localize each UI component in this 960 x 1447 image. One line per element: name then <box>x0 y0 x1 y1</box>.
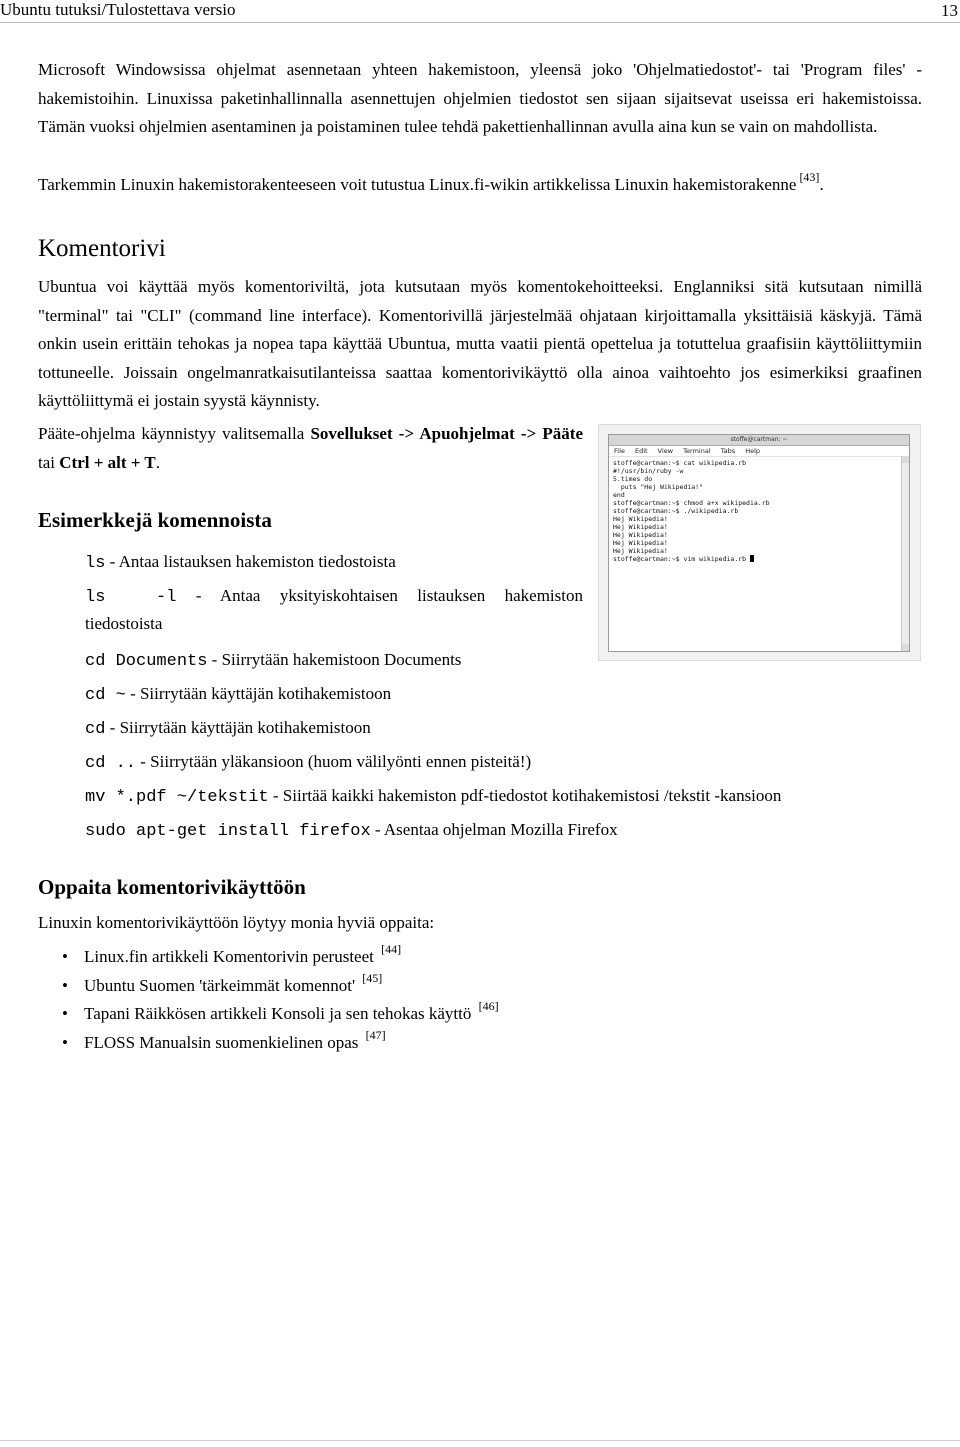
guide-link[interactable]: Ubuntu Suomen 'tärkeimmät komennot' <box>84 975 356 995</box>
running-header <box>0 0 960 23</box>
bullet-icon: • <box>62 975 68 995</box>
example-cd-tilde <box>85 680 391 710</box>
terminal-menu-tabs: Tabs <box>720 447 736 455</box>
example-ls-l-continuation: tiedostoista <box>85 614 163 633</box>
example-description: - Asentaa ohjelman Mozilla Firefox <box>370 820 618 839</box>
example-description: - Antaa listauksen hakemiston tiedostoista <box>105 552 396 571</box>
footer-divider <box>0 1440 960 1441</box>
example-command: cd ~ <box>85 686 126 705</box>
launch-text-a: Pääte-ohjelma käynnistyy valitsemalla <box>38 424 311 443</box>
example-command: sudo apt-get install firefox <box>85 822 371 841</box>
example-apt-get <box>85 816 618 846</box>
terminal-menu-terminal: Terminal <box>683 447 711 455</box>
footnote-ref[interactable]: [46] <box>478 999 499 1013</box>
example-command: cd Documents <box>85 652 208 671</box>
example-command: cd .. <box>85 754 137 773</box>
launch-shortcut: Ctrl + alt + T <box>59 452 156 472</box>
scroll-up-arrow-icon <box>902 456 909 463</box>
launch-text-c: tai <box>38 452 60 472</box>
footnote-ref[interactable]: [47] <box>365 1027 386 1042</box>
bullet-icon: • <box>62 947 68 966</box>
bullet-icon: • <box>62 1004 68 1023</box>
guide-link[interactable]: FLOSS Manualsin suomenkielinen opas <box>84 1032 359 1052</box>
terminal-line: Hej Wikipedia! <box>613 547 668 555</box>
terminal-line: stoffe@cartman:~$ chmod a+x wikipedia.rb <box>613 499 770 507</box>
list-item <box>62 943 499 972</box>
scroll-down-arrow-icon <box>902 644 909 651</box>
footnote-ref[interactable]: [45] <box>362 970 383 985</box>
example-cd <box>85 714 371 744</box>
launch-menu-path: Sovellukset -> Apuohjelmat -> Pääte <box>310 424 583 443</box>
heading-esimerkkeja: Esimerkkejä komennoista <box>38 508 272 532</box>
list-item <box>62 1000 499 1029</box>
example-description: - Siirrytään hakemistoon Documents <box>207 650 462 669</box>
terminal-launch-paragraph <box>38 420 583 477</box>
header-title: Ubuntu tutuksi/Tulostettava versio <box>0 0 236 19</box>
terminal-last-line <box>613 555 905 563</box>
example-command: ls <box>85 554 106 573</box>
terminal-output <box>609 457 909 565</box>
terminal-line: Hej Wikipedia! <box>613 531 668 539</box>
example-ls <box>85 548 396 578</box>
example-command: cd <box>85 720 106 739</box>
oppaita-intro: Linuxin komentorivikäyttöön löytyy monia hyviä oppaita: <box>38 913 435 932</box>
launch-text-e: . <box>155 452 160 472</box>
example-description: - Siirrytään yläkansioon (huom välilyönti ennen pisteitä!) <box>136 752 532 771</box>
heading-oppaita: Oppaita komentorivikäyttöön <box>38 875 306 899</box>
example-description: - Antaa yksityiskohtaisen listauksen hakemiston <box>176 586 583 605</box>
footnote-ref-43[interactable]: [43] <box>799 170 820 184</box>
terminal-menu-file: File <box>614 447 625 455</box>
example-description: - Siirrytään käyttäjän kotihakemistoon <box>125 684 392 703</box>
terminal-line: end <box>613 491 625 499</box>
terminal-line: Hej Wikipedia! <box>613 523 668 531</box>
terminal-line: 5.times do <box>613 475 653 483</box>
terminal-window <box>608 434 910 652</box>
terminal-menu-view: View <box>657 447 674 455</box>
terminal-scrollbar <box>901 456 909 651</box>
guides-list <box>62 943 499 1057</box>
intro-paragraph-2-text: Tarkemmin Linuxin hakemistorakenteeseen voit tutustua Linux.fi-wikin artikkelissa Linuxin hakemistorakenne <box>38 175 797 194</box>
list-item <box>62 1029 499 1058</box>
bullet-icon: • <box>62 1032 68 1052</box>
terminal-line: stoffe@cartman:~$ ./wikipedia.rb <box>613 507 739 515</box>
intro-paragraph-2-end: . <box>819 175 824 194</box>
terminal-titlebar: stoffe@cartman: ~ <box>609 435 909 446</box>
terminal-screenshot-figure <box>598 424 921 661</box>
footnote-ref[interactable]: [44] <box>381 942 402 956</box>
example-description: - Siirtää kaikki hakemiston pdf-tiedostot kotihakemistosi /tekstit -kansioon <box>268 786 782 805</box>
page-number: 13 <box>941 1 958 20</box>
intro-paragraph-1: Microsoft Windowsissa ohjelmat asennetaan yhteen hakemistoon, yleensä joko 'Ohjelmatiedostot'- tai 'Program files' -hakemistoihin. Linuxissa paketinhallinnalla asennettujen ohjelmien tiedostot sen sijaan sijaitsevat useissa eri hakemistoissa. Tämän vuoksi ohjelmien asentaminen ja poistaminen tulee tehdä pakettienhallinnan avulla aina kun se vain on mahdollista. <box>38 60 922 136</box>
list-item <box>62 972 499 1001</box>
terminal-line: stoffe@cartman:~$ cat wikipedia.rb <box>613 459 747 467</box>
terminal-cursor-icon <box>750 555 754 562</box>
terminal-line: Hej Wikipedia! <box>613 515 668 523</box>
heading-komentorivi: Komentorivi <box>38 235 166 262</box>
terminal-menu-help: Help <box>745 447 761 455</box>
terminal-prompt-line: stoffe@cartman:~$ vim wikipedia.rb <box>613 555 747 563</box>
example-cd-parent <box>85 748 531 778</box>
terminal-line: Hej Wikipedia! <box>613 539 668 547</box>
example-cd-documents <box>85 646 461 676</box>
example-mv <box>85 782 781 812</box>
guide-link[interactable]: Tapani Räikkösen artikkeli Konsoli ja sen tehokas käyttö <box>84 1004 472 1023</box>
example-description: - Siirrytään käyttäjän kotihakemistoon <box>105 718 371 737</box>
example-ls-l <box>85 582 583 612</box>
terminal-menubar <box>609 446 909 457</box>
komentorivi-paragraph: Ubuntua voi käyttää myös komentoriviltä, jota kutsutaan myös komentokehoitteeksi. Englanniksi sitä kutsutaan nimillä "terminal" tai "CLI" (command line interface). Komentorivillä järjestelmää ohjataan kirjoittamalla yksittäisiä käskyjä. Tämä onkin usein erittäin tehokas ja nopea tapa käyttää Ubuntua, mutta vaatii pientä opettelua ja totuttelua graafisiin käyttöliittymiin tottuneelle. Joissain ongelmanratkaisutilanteissa saattaa komentorivikäyttö olla ainoa vaihtoehto jos esimerkiksi graafinen käyttöliittymä ei jostain syystä käynnisty. <box>38 277 922 410</box>
terminal-menu-edit: Edit <box>634 447 648 455</box>
terminal-line: #!/usr/bin/ruby -w <box>613 467 684 475</box>
intro-paragraph-2 <box>38 171 922 200</box>
example-command: ls -l <box>85 588 177 607</box>
guide-link[interactable]: Linux.fin artikkeli Komentorivin perusteet <box>84 947 374 966</box>
example-command: mv *.pdf ~/tekstit <box>85 788 269 807</box>
terminal-line: puts "Hej Wikipedia!" <box>613 483 704 491</box>
